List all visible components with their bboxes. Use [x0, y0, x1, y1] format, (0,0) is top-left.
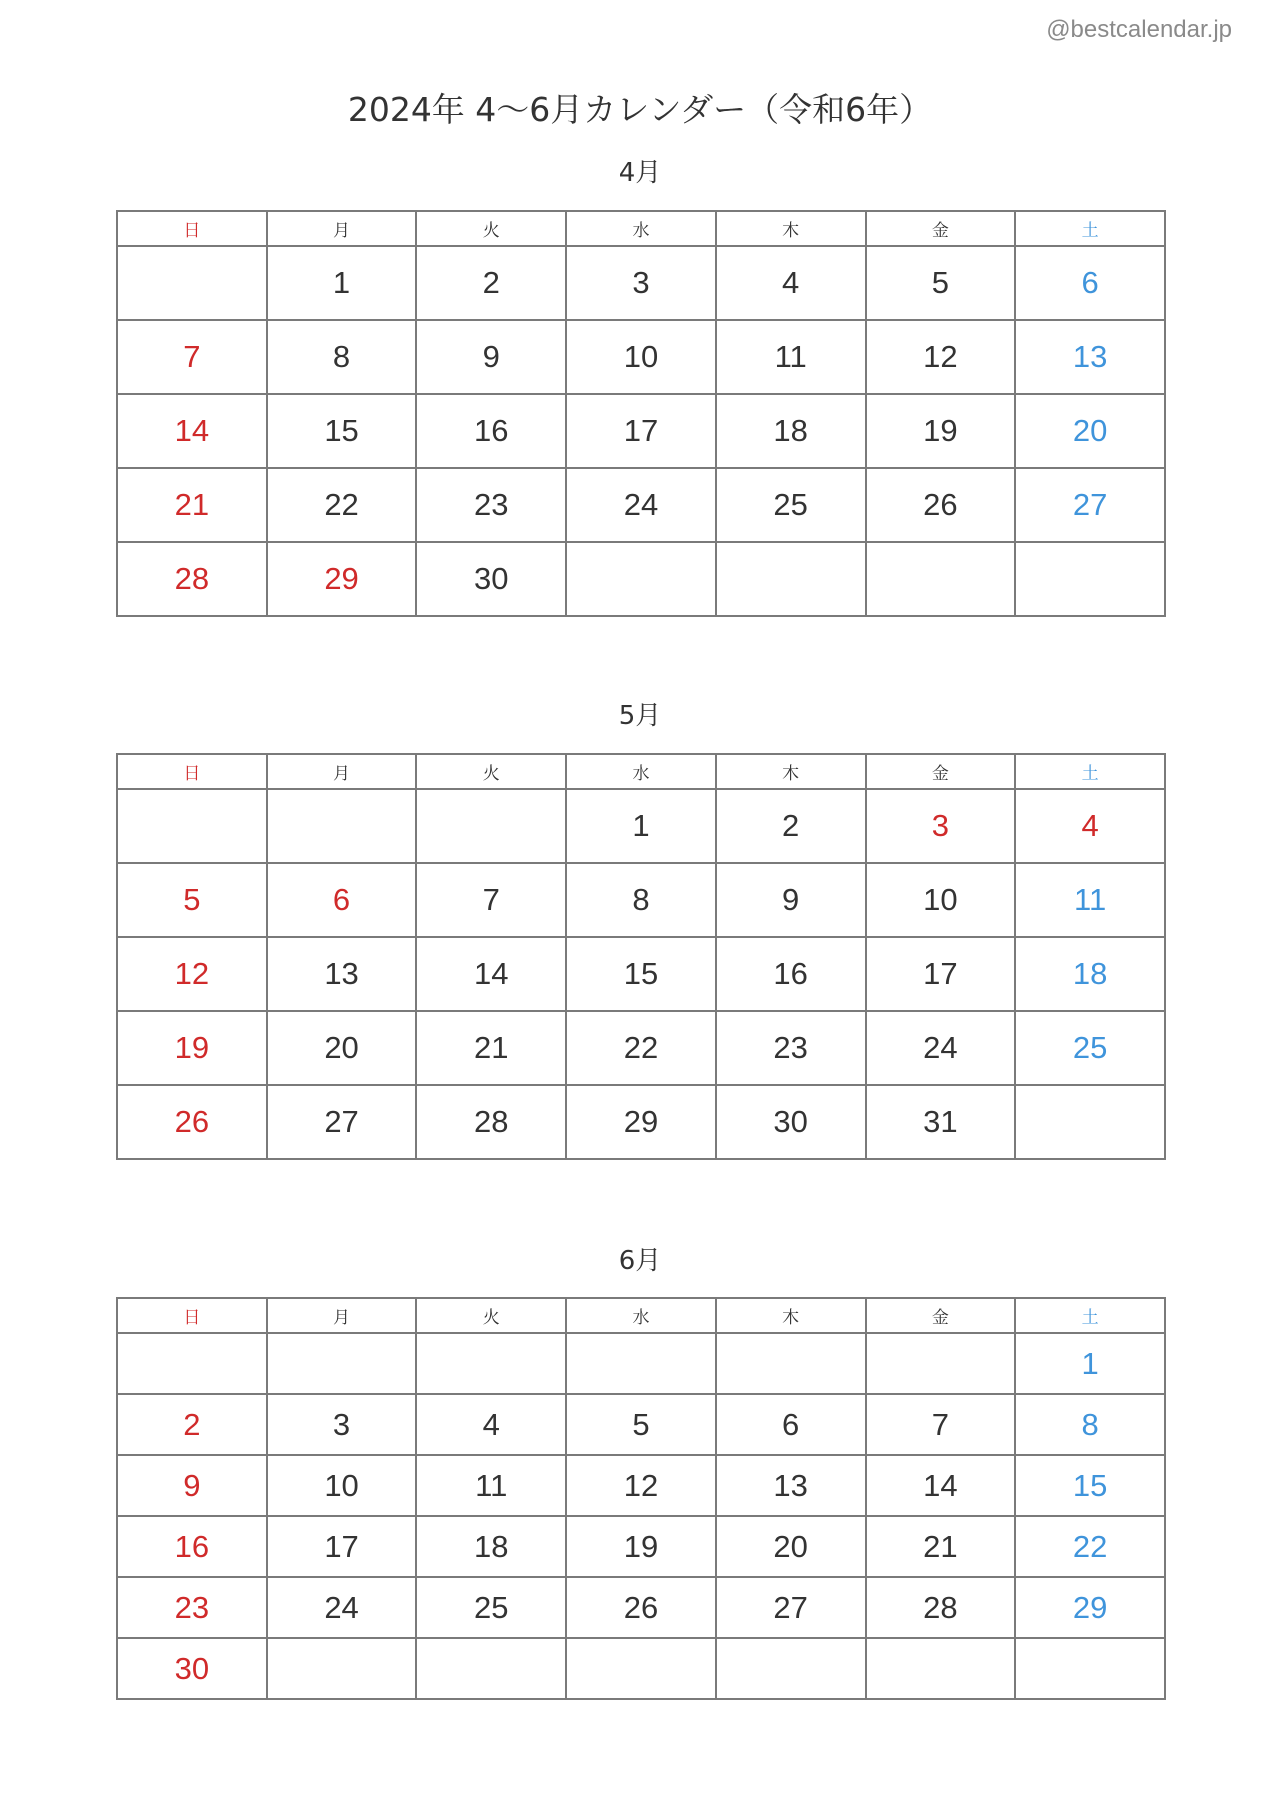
day-cell: 8	[1015, 1394, 1165, 1455]
empty-day-cell	[716, 542, 866, 616]
day-cell: 16	[416, 394, 566, 468]
weekday-header-mon: 月	[267, 211, 417, 246]
day-cell: 2	[716, 789, 866, 863]
week-row	[117, 1516, 1165, 1577]
weekday-header-fri: 金	[866, 754, 1016, 789]
day-cell: 11	[1015, 863, 1165, 937]
day-cell: 8	[566, 863, 716, 937]
day-cell: 26	[117, 1085, 267, 1159]
week-row	[117, 1085, 1165, 1159]
day-cell: 31	[866, 1085, 1016, 1159]
weekday-header-sun: 日	[117, 1298, 267, 1333]
day-cell: 13	[267, 937, 417, 1011]
calendar-april	[116, 210, 1166, 617]
day-cell: 22	[1015, 1516, 1165, 1577]
day-cell: 27	[267, 1085, 417, 1159]
day-cell: 23	[716, 1011, 866, 1085]
month-label-may: 5月	[618, 701, 662, 731]
day-cell: 20	[716, 1516, 866, 1577]
site-watermark: @bestcalendar.jp	[1046, 16, 1232, 43]
day-cell: 19	[117, 1011, 267, 1085]
day-cell: 25	[716, 468, 866, 542]
day-cell: 13	[716, 1455, 866, 1516]
month-label-june: 6月	[618, 1246, 662, 1276]
day-cell: 6	[267, 863, 417, 937]
empty-day-cell	[1015, 1638, 1165, 1699]
empty-day-cell	[566, 542, 716, 616]
day-cell: 18	[416, 1516, 566, 1577]
day-cell: 4	[416, 1394, 566, 1455]
week-row	[117, 1011, 1165, 1085]
day-cell: 16	[117, 1516, 267, 1577]
day-cell: 1	[1015, 1333, 1165, 1394]
day-cell: 8	[267, 320, 417, 394]
weekday-header-wed: 水	[566, 211, 716, 246]
weekday-header-wed: 水	[566, 754, 716, 789]
day-cell: 9	[416, 320, 566, 394]
empty-day-cell	[117, 246, 267, 320]
empty-day-cell	[716, 1333, 866, 1394]
weekday-header-sat: 土	[1015, 211, 1165, 246]
day-cell: 26	[566, 1577, 716, 1638]
calendar-body	[117, 246, 1165, 616]
weekday-header-thu: 木	[716, 211, 866, 246]
day-cell: 28	[416, 1085, 566, 1159]
day-cell: 29	[566, 1085, 716, 1159]
week-row	[117, 1333, 1165, 1394]
day-cell: 3	[866, 789, 1016, 863]
day-cell: 1	[267, 246, 417, 320]
weekday-header-row	[117, 1298, 1165, 1333]
day-cell: 21	[117, 468, 267, 542]
day-cell: 6	[716, 1394, 866, 1455]
day-cell: 19	[866, 394, 1016, 468]
empty-day-cell	[117, 1333, 267, 1394]
day-cell: 15	[1015, 1455, 1165, 1516]
week-row	[117, 1638, 1165, 1699]
week-row	[117, 1394, 1165, 1455]
day-cell: 14	[416, 937, 566, 1011]
day-cell: 13	[1015, 320, 1165, 394]
weekday-header-mon: 月	[267, 754, 417, 789]
weekday-header-fri: 金	[866, 1298, 1016, 1333]
day-cell: 17	[566, 394, 716, 468]
weekday-header-wed: 水	[566, 1298, 716, 1333]
calendar-body	[117, 789, 1165, 1159]
page-title: 2024年 4〜6月カレンダー（令和6年）	[347, 90, 933, 129]
week-row	[117, 320, 1165, 394]
day-cell: 4	[1015, 789, 1165, 863]
empty-day-cell	[866, 542, 1016, 616]
day-cell: 22	[267, 468, 417, 542]
empty-day-cell	[416, 1638, 566, 1699]
week-row	[117, 789, 1165, 863]
empty-day-cell	[866, 1638, 1016, 1699]
weekday-header-thu: 木	[716, 754, 866, 789]
day-cell: 25	[416, 1577, 566, 1638]
day-cell: 24	[566, 468, 716, 542]
week-row	[117, 937, 1165, 1011]
day-cell: 19	[566, 1516, 716, 1577]
day-cell: 15	[267, 394, 417, 468]
week-row	[117, 1455, 1165, 1516]
day-cell: 9	[117, 1455, 267, 1516]
empty-day-cell	[416, 789, 566, 863]
empty-day-cell	[566, 1638, 716, 1699]
weekday-header-tue: 火	[416, 754, 566, 789]
day-cell: 29	[267, 542, 417, 616]
weekday-header-tue: 火	[416, 1298, 566, 1333]
day-cell: 14	[866, 1455, 1016, 1516]
week-row	[117, 468, 1165, 542]
empty-day-cell	[267, 789, 417, 863]
day-cell: 26	[866, 468, 1016, 542]
week-row	[117, 542, 1165, 616]
day-cell: 2	[416, 246, 566, 320]
day-cell: 5	[866, 246, 1016, 320]
week-row	[117, 1577, 1165, 1638]
day-cell: 9	[716, 863, 866, 937]
day-cell: 10	[566, 320, 716, 394]
day-cell: 5	[117, 863, 267, 937]
weekday-header-sun: 日	[117, 754, 267, 789]
week-row	[117, 394, 1165, 468]
day-cell: 20	[1015, 394, 1165, 468]
day-cell: 12	[117, 937, 267, 1011]
week-row	[117, 863, 1165, 937]
day-cell: 28	[866, 1577, 1016, 1638]
day-cell: 12	[566, 1455, 716, 1516]
empty-day-cell	[866, 1333, 1016, 1394]
day-cell: 11	[716, 320, 866, 394]
day-cell: 25	[1015, 1011, 1165, 1085]
day-cell: 2	[117, 1394, 267, 1455]
day-cell: 28	[117, 542, 267, 616]
day-cell: 23	[416, 468, 566, 542]
day-cell: 24	[866, 1011, 1016, 1085]
day-cell: 18	[1015, 937, 1165, 1011]
day-cell: 17	[267, 1516, 417, 1577]
empty-day-cell	[117, 789, 267, 863]
day-cell: 3	[267, 1394, 417, 1455]
weekday-header-sat: 土	[1015, 1298, 1165, 1333]
calendar-body	[117, 1333, 1165, 1699]
day-cell: 12	[866, 320, 1016, 394]
day-cell: 24	[267, 1577, 417, 1638]
day-cell: 11	[416, 1455, 566, 1516]
day-cell: 5	[566, 1394, 716, 1455]
empty-day-cell	[716, 1638, 866, 1699]
day-cell: 15	[566, 937, 716, 1011]
empty-day-cell	[1015, 1085, 1165, 1159]
month-label-april: 4月	[618, 158, 662, 188]
weekday-header-thu: 木	[716, 1298, 866, 1333]
day-cell: 3	[566, 246, 716, 320]
day-cell: 10	[267, 1455, 417, 1516]
day-cell: 10	[866, 863, 1016, 937]
weekday-header-tue: 火	[416, 211, 566, 246]
day-cell: 27	[716, 1577, 866, 1638]
day-cell: 6	[1015, 246, 1165, 320]
day-cell: 23	[117, 1577, 267, 1638]
day-cell: 4	[716, 246, 866, 320]
day-cell: 21	[416, 1011, 566, 1085]
empty-day-cell	[267, 1333, 417, 1394]
day-cell: 27	[1015, 468, 1165, 542]
day-cell: 14	[117, 394, 267, 468]
day-cell: 20	[267, 1011, 417, 1085]
weekday-header-row	[117, 211, 1165, 246]
day-cell: 16	[716, 937, 866, 1011]
weekday-header-mon: 月	[267, 1298, 417, 1333]
empty-day-cell	[267, 1638, 417, 1699]
day-cell: 21	[866, 1516, 1016, 1577]
day-cell: 30	[716, 1085, 866, 1159]
day-cell: 18	[716, 394, 866, 468]
calendar-may	[116, 753, 1166, 1160]
calendar-june	[116, 1297, 1166, 1700]
weekday-header-row	[117, 754, 1165, 789]
empty-day-cell	[1015, 542, 1165, 616]
weekday-header-fri: 金	[866, 211, 1016, 246]
day-cell: 17	[866, 937, 1016, 1011]
day-cell: 30	[416, 542, 566, 616]
empty-day-cell	[416, 1333, 566, 1394]
day-cell: 7	[866, 1394, 1016, 1455]
day-cell: 29	[1015, 1577, 1165, 1638]
weekday-header-sun: 日	[117, 211, 267, 246]
day-cell: 7	[117, 320, 267, 394]
empty-day-cell	[566, 1333, 716, 1394]
day-cell: 22	[566, 1011, 716, 1085]
day-cell: 1	[566, 789, 716, 863]
day-cell: 30	[117, 1638, 267, 1699]
day-cell: 7	[416, 863, 566, 937]
weekday-header-sat: 土	[1015, 754, 1165, 789]
week-row	[117, 246, 1165, 320]
